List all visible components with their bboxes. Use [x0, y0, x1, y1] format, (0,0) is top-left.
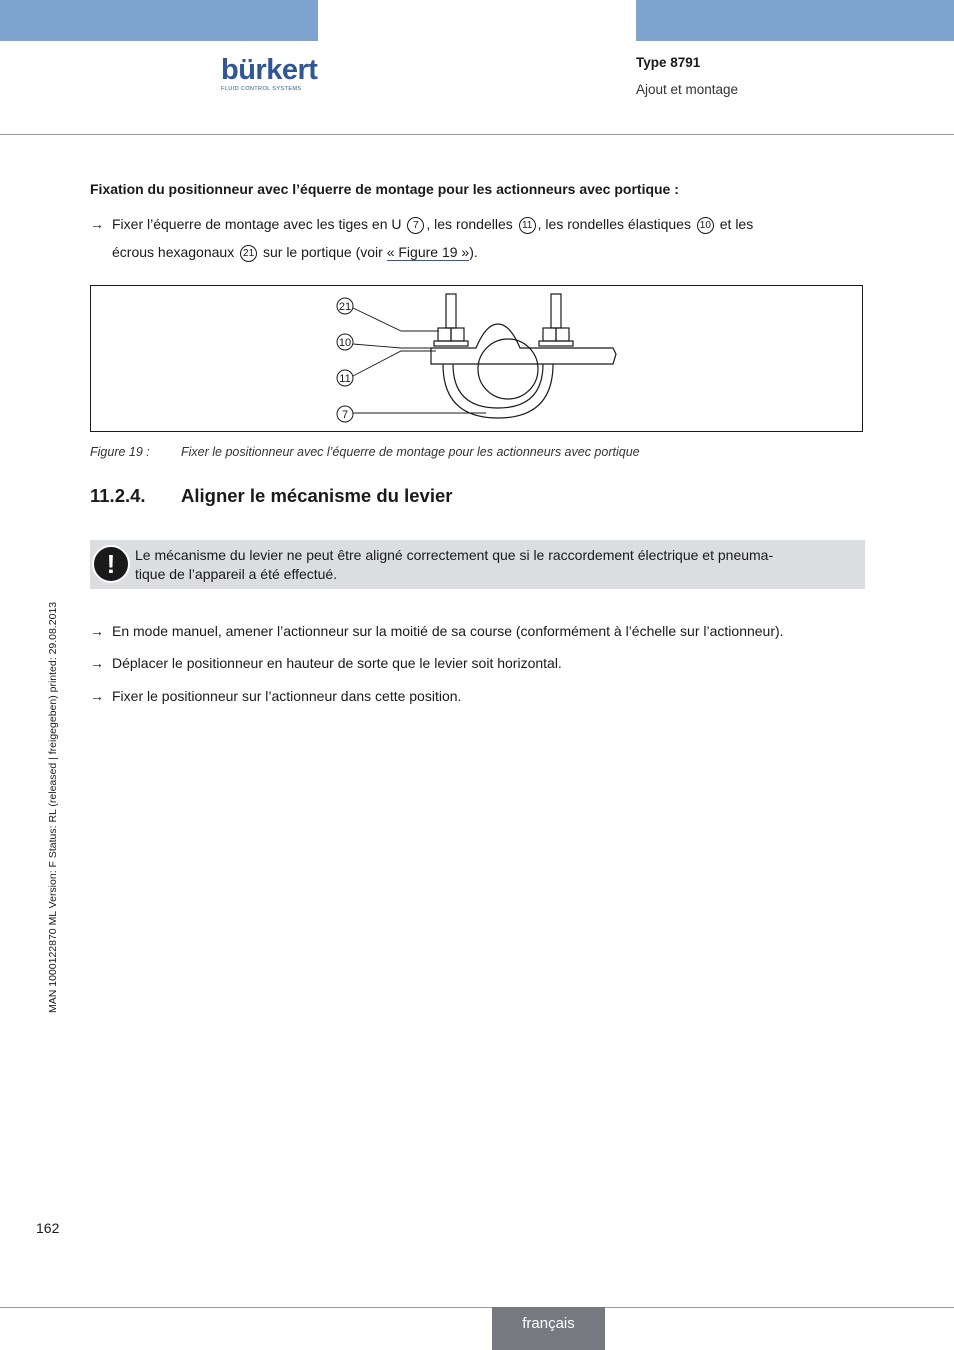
- callout-11: 11: [519, 217, 536, 234]
- figure-caption: [90, 445, 640, 459]
- fixation-step-line2: écrous hexagonaux 21 sur le portique (voir « Figure 19 »).: [112, 244, 478, 260]
- warning-icon: !: [92, 545, 130, 583]
- header-bar-right: [636, 0, 954, 41]
- header-divider: [0, 134, 954, 135]
- figure-19-link[interactable]: « Figure 19 »: [386, 244, 470, 260]
- language-tab[interactable]: français: [492, 1307, 605, 1350]
- notice-box: [90, 540, 865, 589]
- align-step-3: → Fixer le positionneur sur l’actionneur dans cette position.: [90, 688, 462, 704]
- callout-7: 7: [407, 217, 424, 234]
- logo-wordmark: bürkert: [221, 54, 318, 86]
- label-10: 10: [338, 337, 352, 349]
- stud-right: [551, 294, 561, 328]
- stud-left: [446, 294, 456, 328]
- notice-text: Le mécanisme du levier ne peut être aligné correctement que si le raccordement électrique et pneuma- tique de l’appareil a été effectué.: [135, 547, 774, 582]
- label-11: 11: [339, 373, 351, 385]
- figure-caption-label: Figure 19 :: [90, 445, 150, 459]
- fixation-step-line1: → Fixer l’équerre de montage avec les tiges en U 7 , les rondelles 11 , les rondelles élastiques 10 et les: [90, 216, 754, 232]
- label-7: 7: [341, 409, 349, 421]
- burkert-logo: [221, 56, 321, 96]
- align-step-2: → Déplacer le positionneur en hauteur de sorte que le levier soit horizontal.: [90, 655, 562, 671]
- callout-10: 10: [697, 217, 714, 234]
- header-bar-left: [0, 0, 318, 41]
- logo-subtitle: FLUID CONTROL SYSTEMS: [221, 86, 302, 92]
- page-number: 162: [36, 1220, 60, 1236]
- arrow-icon: →: [90, 688, 104, 704]
- figure-caption-text: Fixer le positionneur avec l’équerre de montage pour les actionneurs avec portique: [181, 445, 640, 459]
- arrow-icon: →: [90, 216, 104, 232]
- document-type: Type 8791: [636, 55, 701, 70]
- fixation-heading: Fixation du positionneur avec l’équerre de montage pour les actionneurs avec portique :: [90, 181, 679, 197]
- chapter-title: Ajout et montage: [636, 82, 739, 97]
- document-metadata: MAN 1000122870 ML Version: F Status: RL (released | freigegeben) printed: 29.08.2013: [47, 601, 59, 1013]
- label-21: 21: [338, 301, 352, 313]
- arrow-icon: →: [90, 655, 104, 671]
- mounting-drawing: [91, 286, 862, 431]
- align-step-1: → En mode manuel, amener l’actionneur sur la moitié de sa course (conformément à l’échelle sur l’actionneur).: [90, 623, 784, 639]
- callout-21: 21: [240, 245, 257, 262]
- section-number: 11.2.4.: [90, 485, 146, 506]
- arrow-icon: →: [90, 623, 104, 639]
- figure-19: [90, 285, 863, 432]
- section-title: Aligner le mécanisme du levier: [181, 485, 453, 506]
- footer-divider: [0, 1307, 954, 1308]
